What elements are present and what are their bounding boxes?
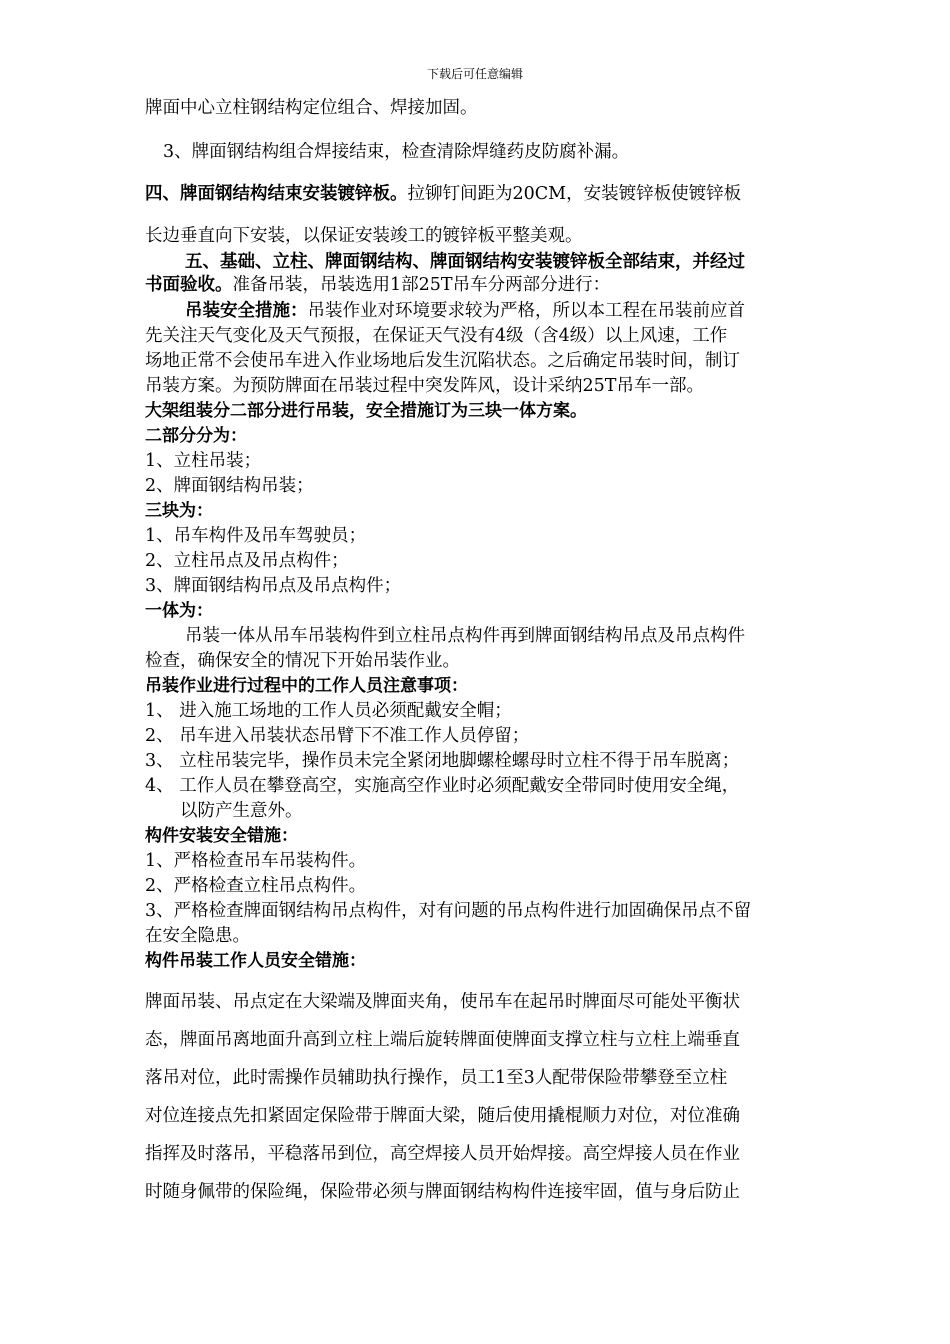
text-line: 场地正常不会使吊车进入作业场地后发生沉陷状态。之后确定吊装时间，制订 [145,351,740,371]
section-heading: 一体为： [145,601,213,621]
section-heading: 构件安装安全错施： [145,826,298,846]
text-line: 吊装一体从吊车吊装构件到立柱吊点构件再到牌面钢结构吊点及吊点构件 [185,626,745,646]
list-item: 1、立柱吊装； [145,451,262,471]
text-line: 长边垂直向下安装，以保证安装竣工的镀锌板平整美观。 [145,226,583,246]
text-line [145,183,741,205]
list-item: 1、严格检查吊车吊装构件。 [145,851,367,871]
text-line [185,300,745,322]
text-line [145,274,610,296]
list-item: 2、 吊车进入吊装状态吊臂下不准工作人员停留； [145,726,530,746]
text-span: 准备吊装，吊装选用1部25T吊车分两部分进行： [232,275,611,295]
text-line: 落吊对位，此时需操作员辅助执行操作，员工1至3人配带保险带攀登至立柱 [145,1068,728,1088]
text-line: 态，牌面吊离地面升高到立柱上端后旋转牌面使牌面支撑立柱与立柱上端垂直 [145,1030,740,1050]
section-heading: 大架组装分二部分进行吊装，安全措施订为三块一体方案。 [145,401,587,421]
text-line: 指挥及时落吊，平稳落吊到位，高空焊接人员开始焊接。高空焊接人员在作业 [145,1144,740,1164]
text-line: 3、牌面钢结构组合焊接结束，检查清除焊缝药皮防腐补漏。 [163,142,630,162]
list-item: 2、严格检查立柱吊点构件。 [145,876,367,896]
list-item: 2、立柱吊点及吊点构件； [145,551,349,571]
section-heading: 吊装安全措施： [185,301,308,321]
text-line: 对位连接点先扣紧固定保险带于牌面大梁，随后使用撬棍顺力对位，对位准确 [145,1106,740,1126]
text-line: 先关注天气变化及天气预报，在保证天气没有4级（含4级）以上风速，工作 [145,326,728,346]
text-line: 检查，确保安全的情况下开始吊装作业。 [145,651,460,671]
text-line: 吊装方案。为预防牌面在吊装过程中突发阵风，设计采纳25T吊车一部。 [145,376,704,396]
section-heading: 吊装作业进行过程中的工作人员注意事项： [145,676,468,696]
section-heading: 书面验收。 [145,275,233,295]
list-item: 1、 进入施工场地的工作人员必须配戴安全帽； [145,701,512,721]
text-line: 牌面中心立柱钢结构定位组合、焊接加固。 [145,98,478,118]
section-heading: 二部分分为： [145,426,247,446]
list-item: 3、 立柱吊装完毕，操作员未完全紧闭地脚螺栓螺母时立柱不得于吊车脱离； [145,751,740,771]
list-item-continuation: 以防产生意外。 [180,801,303,821]
list-item: 1、吊车构件及吊车驾驶员； [145,526,367,546]
text-span: 吊装作业对环境要求较为严格，所以本工程在吊装前应首 [307,301,745,321]
text-line: 在安全隐患。 [145,926,250,946]
text-line: 牌面吊装、吊点定在大梁端及牌面夹角，使吊车在起吊时牌面尽可能处平衡状 [145,992,740,1012]
page-header: 下载后可任意编辑 [426,67,523,81]
section-heading: 三块为： [145,501,213,521]
list-item: 2、牌面钢结构吊装； [145,476,314,496]
section-heading: 四、牌面钢结构结束安装镀锌板。 [145,184,408,204]
text-line: 时随身佩带的保险绳，保险带必须与牌面钢结构构件连接牢固，值与身后防止 [145,1182,740,1202]
list-item: 3、严格检查牌面钢结构吊点构件，对有问题的吊点构件进行加固确保吊点不留 [145,901,752,921]
list-item: 4、 工作人员在攀登高空，实施高空作业时必须配戴安全带同时使用安全绳， [145,776,740,796]
text-span: 拉铆钉间距为20CM，安装镀锌板使镀锌板 [407,184,742,204]
section-heading: 构件吊装工作人员安全错施： [145,951,366,971]
list-item: 3、牌面钢结构吊点及吊点构件； [145,576,402,596]
section-heading: 五、基础、立柱、牌面钢结构、牌面钢结构安装镀锌板全部结束，并经过 [185,252,745,272]
